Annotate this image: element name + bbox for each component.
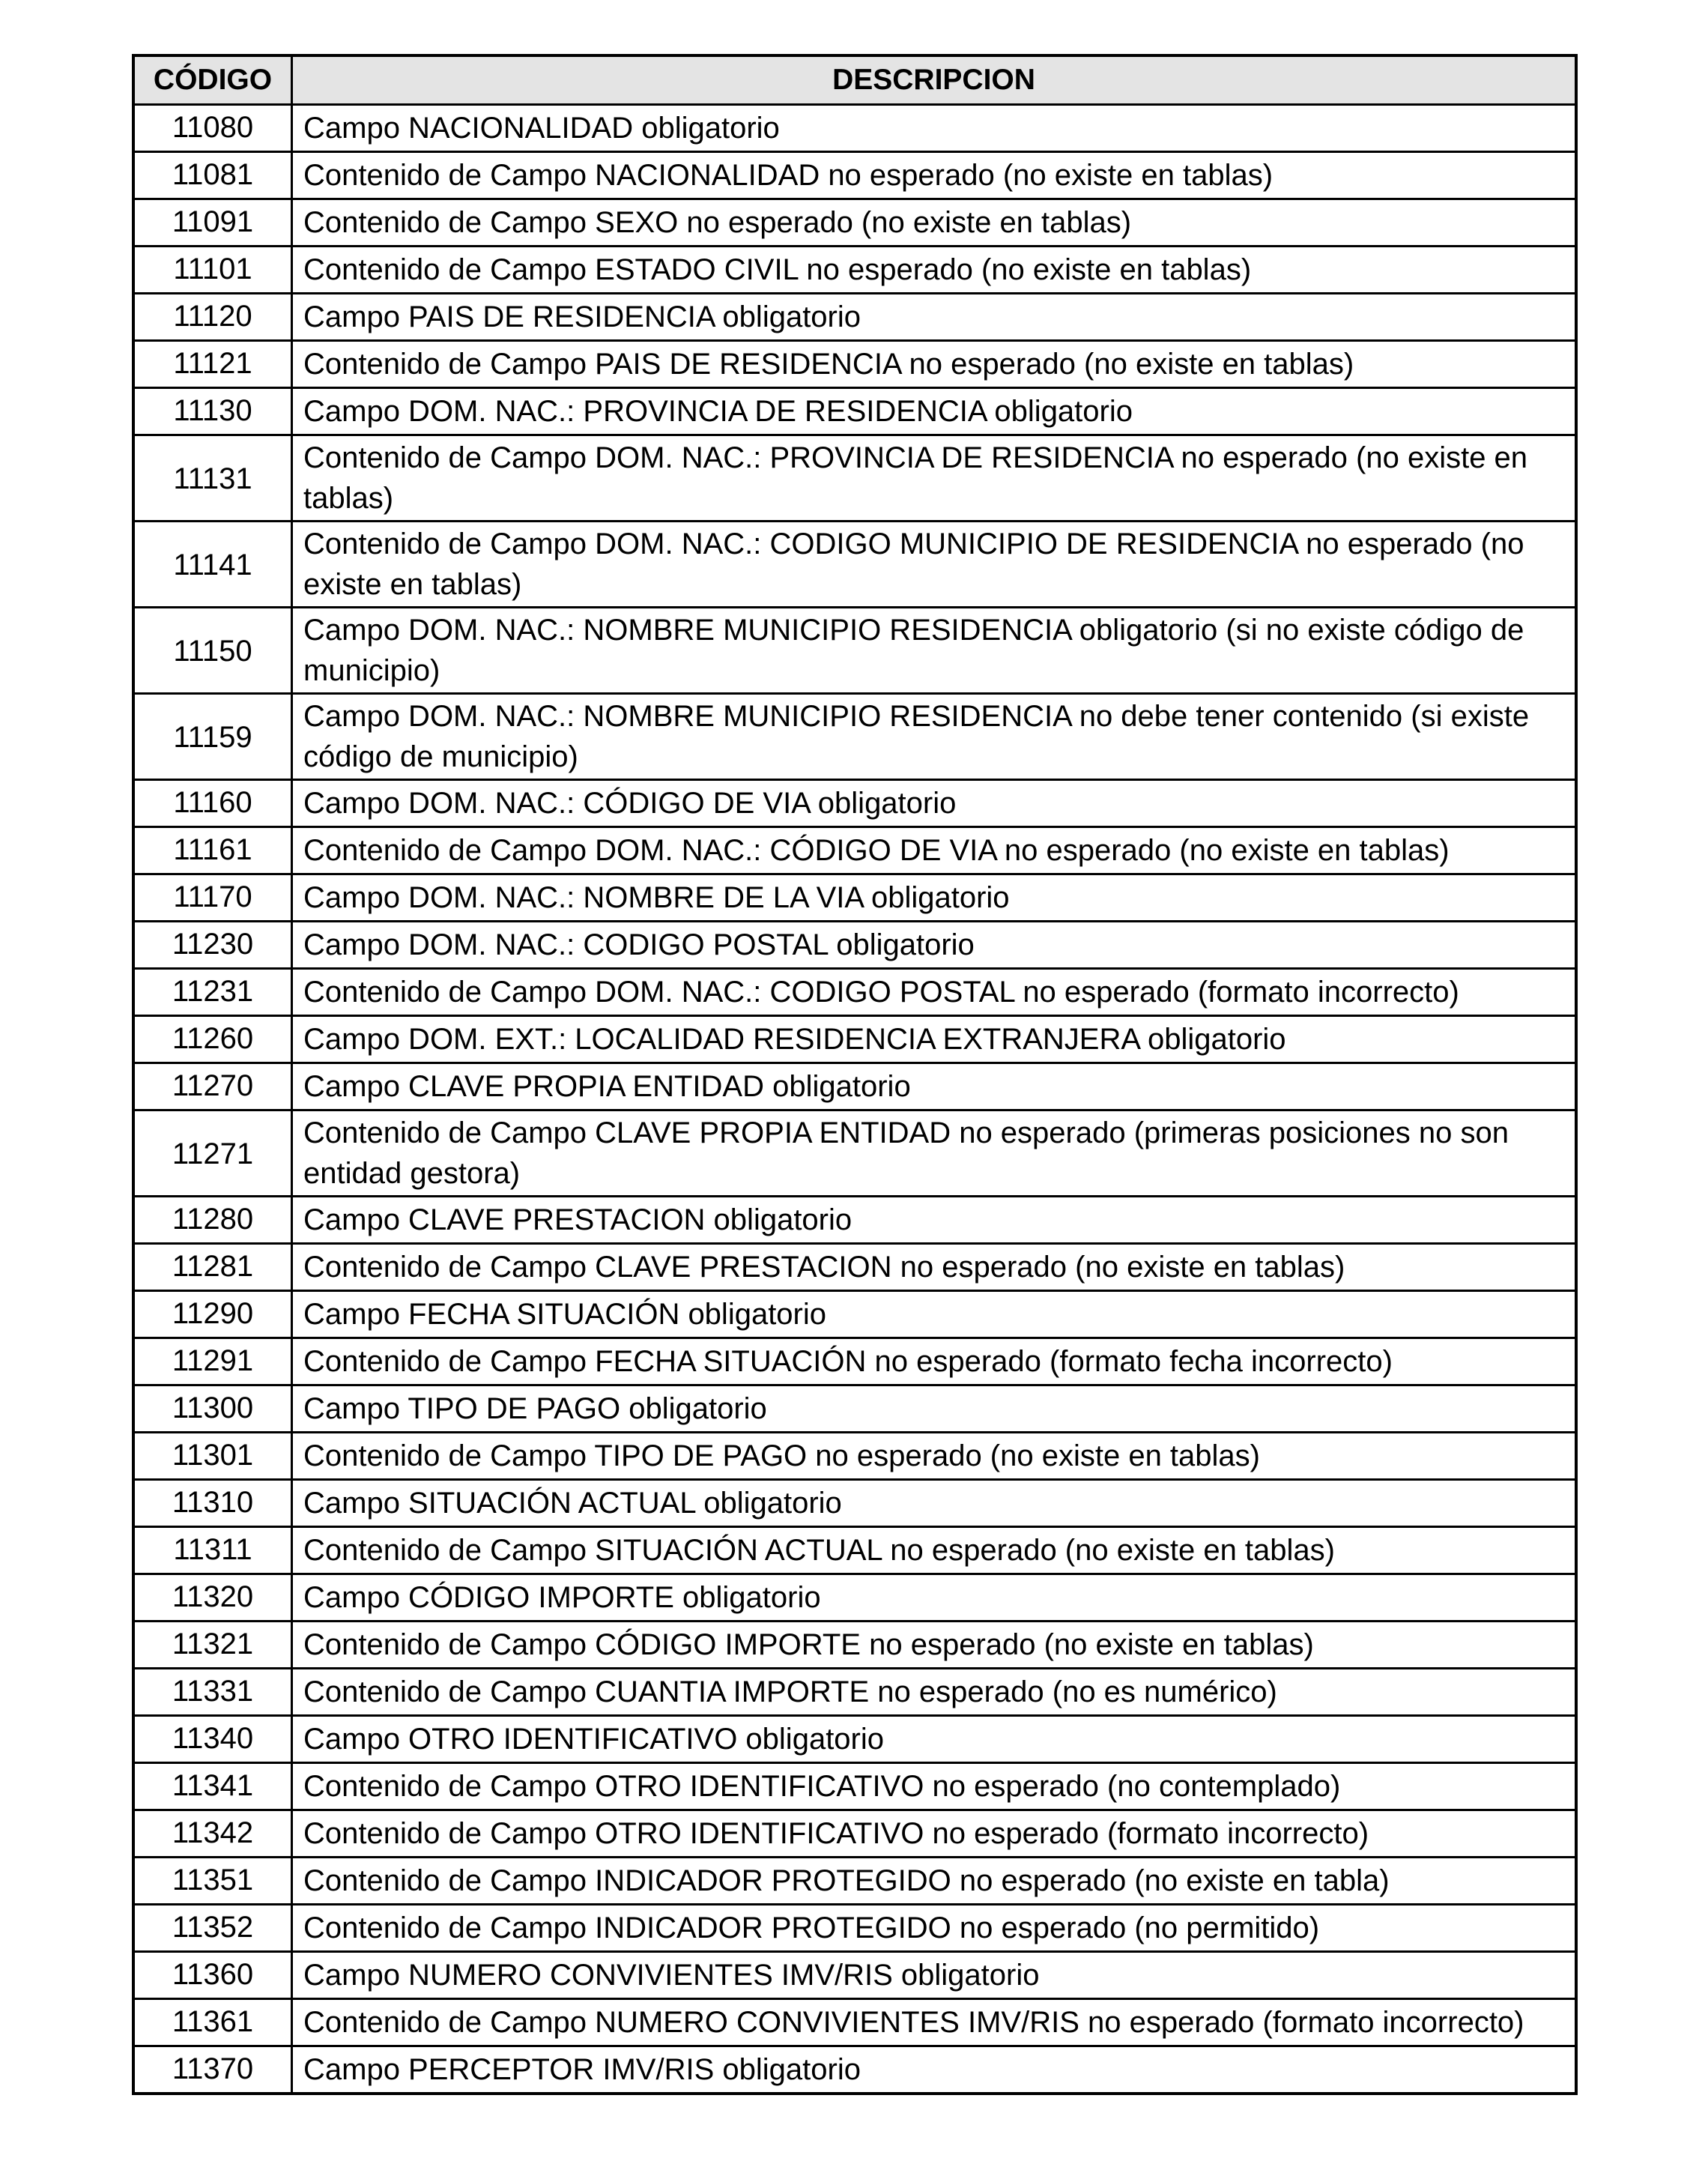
description-cell: Campo DOM. NAC.: NOMBRE DE LA VIA obligatorio	[292, 874, 1577, 922]
code-cell: 11159	[133, 694, 292, 780]
table-row	[133, 199, 1576, 247]
description-cell: Contenido de Campo FECHA SITUACIÓN no esperado (formato fecha incorrecto)	[292, 1338, 1577, 1385]
code-cell: 11160	[133, 780, 292, 827]
code-cell: 11342	[133, 1810, 292, 1858]
code-cell: 11170	[133, 874, 292, 922]
table-row	[133, 1244, 1576, 1291]
code-cell: 11311	[133, 1527, 292, 1574]
table-row	[133, 1110, 1576, 1197]
description-cell: Campo DOM. NAC.: PROVINCIA DE RESIDENCIA obligatorio	[292, 388, 1577, 435]
table-row	[133, 152, 1576, 199]
table-row	[133, 1527, 1576, 1574]
code-cell: 11310	[133, 1480, 292, 1527]
table-row	[133, 874, 1576, 922]
description-cell: Contenido de Campo CÓDIGO IMPORTE no esperado (no existe en tablas)	[292, 1622, 1577, 1669]
header-row	[133, 55, 1576, 105]
table-row	[133, 694, 1576, 780]
code-cell: 11130	[133, 388, 292, 435]
table-row	[133, 294, 1576, 341]
description-cell: Campo DOM. NAC.: NOMBRE MUNICIPIO RESIDENCIA obligatorio (si no existe código de municipio)	[292, 608, 1577, 694]
code-cell: 11260	[133, 1016, 292, 1063]
description-cell: Campo CLAVE PROPIA ENTIDAD obligatorio	[292, 1063, 1577, 1110]
table-row	[133, 1810, 1576, 1858]
description-cell: Campo DOM. EXT.: LOCALIDAD RESIDENCIA EXTRANJERA obligatorio	[292, 1016, 1577, 1063]
code-cell: 11161	[133, 827, 292, 874]
table-row	[133, 522, 1576, 608]
code-cell: 11360	[133, 1952, 292, 1999]
table-row	[133, 1433, 1576, 1480]
table-row	[133, 1197, 1576, 1244]
code-cell: 11271	[133, 1110, 292, 1197]
table-row	[133, 1291, 1576, 1338]
code-cell: 11091	[133, 199, 292, 247]
table-row	[133, 1063, 1576, 1110]
description-cell: Campo OTRO IDENTIFICATIVO obligatorio	[292, 1716, 1577, 1763]
table-body	[133, 105, 1576, 2094]
table-row	[133, 1338, 1576, 1385]
code-cell: 11270	[133, 1063, 292, 1110]
table-row	[133, 388, 1576, 435]
code-cell: 11101	[133, 247, 292, 294]
description-cell: Contenido de Campo CLAVE PROPIA ENTIDAD no esperado (primeras posiciones no son entidad gestora)	[292, 1110, 1577, 1197]
table-row	[133, 1622, 1576, 1669]
code-cell: 11121	[133, 341, 292, 388]
description-cell: Contenido de Campo SITUACIÓN ACTUAL no esperado (no existe en tablas)	[292, 1527, 1577, 1574]
description-cell: Contenido de Campo CLAVE PRESTACION no esperado (no existe en tablas)	[292, 1244, 1577, 1291]
description-cell: Contenido de Campo OTRO IDENTIFICATIVO no esperado (no contemplado)	[292, 1763, 1577, 1810]
table-row	[133, 435, 1576, 522]
description-cell: Contenido de Campo PAIS DE RESIDENCIA no esperado (no existe en tablas)	[292, 341, 1577, 388]
description-cell: Contenido de Campo ESTADO CIVIL no esperado (no existe en tablas)	[292, 247, 1577, 294]
code-cell: 11331	[133, 1669, 292, 1716]
code-cell: 11081	[133, 152, 292, 199]
description-cell: Campo CLAVE PRESTACION obligatorio	[292, 1197, 1577, 1244]
code-cell: 11300	[133, 1385, 292, 1433]
code-cell: 11280	[133, 1197, 292, 1244]
table-row	[133, 827, 1576, 874]
code-cell: 11290	[133, 1291, 292, 1338]
description-cell: Campo DOM. NAC.: NOMBRE MUNICIPIO RESIDENCIA no debe tener contenido (si existe código de municipio)	[292, 694, 1577, 780]
code-cell: 11141	[133, 522, 292, 608]
description-cell: Contenido de Campo SEXO no esperado (no existe en tablas)	[292, 199, 1577, 247]
code-cell: 11340	[133, 1716, 292, 1763]
description-cell: Campo DOM. NAC.: CÓDIGO DE VIA obligatorio	[292, 780, 1577, 827]
table-row	[133, 1669, 1576, 1716]
table-row	[133, 1905, 1576, 1952]
table-row	[133, 1574, 1576, 1622]
header-description: DESCRIPCION	[292, 55, 1577, 105]
description-cell: Campo DOM. NAC.: CODIGO POSTAL obligatorio	[292, 922, 1577, 969]
table-row	[133, 1385, 1576, 1433]
table-row	[133, 1999, 1576, 2046]
description-cell: Contenido de Campo INDICADOR PROTEGIDO no esperado (no existe en tabla)	[292, 1858, 1577, 1905]
code-cell: 11291	[133, 1338, 292, 1385]
description-cell: Campo PERCEPTOR IMV/RIS obligatorio	[292, 2046, 1577, 2094]
table-row	[133, 1016, 1576, 1063]
table-row	[133, 969, 1576, 1016]
table-row	[133, 1763, 1576, 1810]
code-cell: 11231	[133, 969, 292, 1016]
description-cell: Contenido de Campo DOM. NAC.: CODIGO POSTAL no esperado (formato incorrecto)	[292, 969, 1577, 1016]
description-cell: Contenido de Campo NACIONALIDAD no esperado (no existe en tablas)	[292, 152, 1577, 199]
table-row	[133, 1716, 1576, 1763]
code-cell: 11281	[133, 1244, 292, 1291]
code-cell: 11080	[133, 105, 292, 152]
code-cell: 11361	[133, 1999, 292, 2046]
table-row	[133, 2046, 1576, 2094]
description-cell: Campo PAIS DE RESIDENCIA obligatorio	[292, 294, 1577, 341]
description-cell: Campo FECHA SITUACIÓN obligatorio	[292, 1291, 1577, 1338]
error-code-table	[132, 54, 1578, 2095]
table-row	[133, 105, 1576, 152]
table-row	[133, 247, 1576, 294]
code-cell: 11150	[133, 608, 292, 694]
description-cell: Contenido de Campo CUANTIA IMPORTE no esperado (no es numérico)	[292, 1669, 1577, 1716]
description-cell: Contenido de Campo DOM. NAC.: PROVINCIA DE RESIDENCIA no esperado (no existe en tablas)	[292, 435, 1577, 522]
code-cell: 11370	[133, 2046, 292, 2094]
table-row	[133, 1480, 1576, 1527]
description-cell: Contenido de Campo INDICADOR PROTEGIDO no esperado (no permitido)	[292, 1905, 1577, 1952]
description-cell: Campo CÓDIGO IMPORTE obligatorio	[292, 1574, 1577, 1622]
code-cell: 11320	[133, 1574, 292, 1622]
code-cell: 11230	[133, 922, 292, 969]
code-cell: 11352	[133, 1905, 292, 1952]
description-cell: Contenido de Campo TIPO DE PAGO no esperado (no existe en tablas)	[292, 1433, 1577, 1480]
table-row	[133, 780, 1576, 827]
table-row	[133, 1952, 1576, 1999]
table-row	[133, 922, 1576, 969]
code-cell: 11301	[133, 1433, 292, 1480]
table-row	[133, 1858, 1576, 1905]
description-cell: Contenido de Campo OTRO IDENTIFICATIVO no esperado (formato incorrecto)	[292, 1810, 1577, 1858]
description-cell: Contenido de Campo DOM. NAC.: CÓDIGO DE VIA no esperado (no existe en tablas)	[292, 827, 1577, 874]
code-cell: 11131	[133, 435, 292, 522]
code-cell: 11321	[133, 1622, 292, 1669]
description-cell: Campo TIPO DE PAGO obligatorio	[292, 1385, 1577, 1433]
description-cell: Campo NUMERO CONVIVIENTES IMV/RIS obligatorio	[292, 1952, 1577, 1999]
description-cell: Campo NACIONALIDAD obligatorio	[292, 105, 1577, 152]
header-code: CÓDIGO	[133, 55, 292, 105]
table-row	[133, 608, 1576, 694]
table-row	[133, 341, 1576, 388]
table-header	[133, 55, 1576, 105]
code-cell: 11120	[133, 294, 292, 341]
code-cell: 11351	[133, 1858, 292, 1905]
description-cell: Contenido de Campo DOM. NAC.: CODIGO MUNICIPIO DE RESIDENCIA no esperado (no existe en tablas)	[292, 522, 1577, 608]
description-cell: Campo SITUACIÓN ACTUAL obligatorio	[292, 1480, 1577, 1527]
description-cell: Contenido de Campo NUMERO CONVIVIENTES IMV/RIS no esperado (formato incorrecto)	[292, 1999, 1577, 2046]
code-cell: 11341	[133, 1763, 292, 1810]
